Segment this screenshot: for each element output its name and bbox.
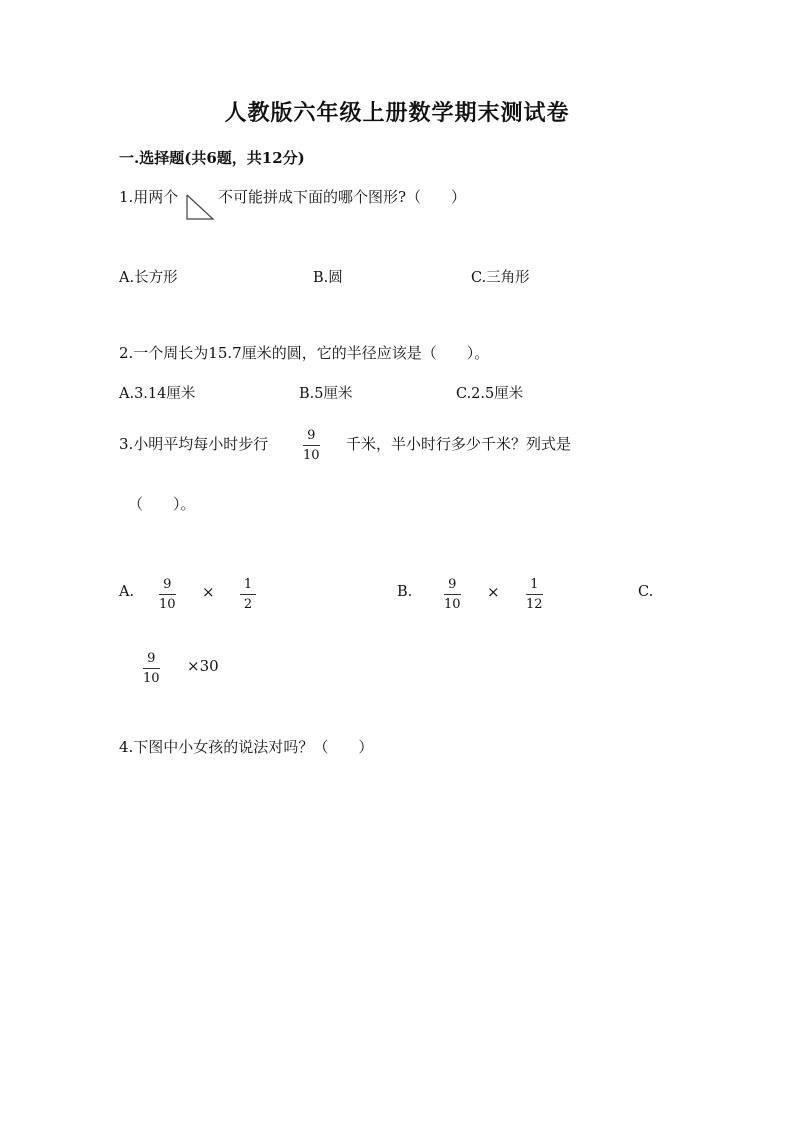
- q3-prefix: 3.小明平均每小时步行: [119, 435, 269, 453]
- q3-option-a-fraction-1: [159, 578, 176, 611]
- q3-option-c-tail: ×30: [187, 657, 219, 675]
- fraction-numerator: 9: [448, 577, 457, 592]
- fraction-numerator: 1: [243, 577, 253, 592]
- fraction-denominator: 10: [444, 597, 461, 612]
- q3-option-c-label: C.: [638, 584, 654, 600]
- q2-option-b: B.5厘米: [299, 386, 353, 402]
- fraction-denominator: 2: [243, 597, 253, 612]
- q2-option-c: C.2.5厘米: [456, 386, 524, 402]
- fraction-denominator: 10: [159, 597, 176, 612]
- fraction-denominator: 10: [303, 448, 320, 463]
- fraction-denominator: 12: [526, 597, 543, 612]
- q3-option-a-label: A.: [119, 584, 135, 600]
- q1-option-b: B.圆: [313, 270, 343, 286]
- multiply-sign: ×: [202, 583, 215, 601]
- q1-prefix: 1.用两个: [119, 188, 179, 206]
- section-heading: 一.选择题(共6题，共12分): [119, 149, 305, 167]
- multiply-sign: ×: [487, 583, 500, 601]
- q1-option-c: C.三角形: [471, 270, 530, 286]
- q3-option-b-label: B.: [397, 584, 413, 600]
- q3-option-a-fraction-2: [240, 578, 256, 611]
- q3-option-b-fraction-1: [444, 578, 461, 611]
- q3-option-c-fraction: [143, 652, 160, 685]
- fraction-numerator: 9: [163, 577, 172, 592]
- q3-speed-fraction: [303, 429, 320, 462]
- q1-text: 不可能拼成下面的哪个图形?（ ）: [218, 188, 467, 206]
- fraction-numerator: 9: [307, 428, 316, 443]
- q3-text: 千米，半小时行多少千米？列式是: [346, 435, 572, 453]
- fraction-numerator: 1: [530, 577, 539, 592]
- q2-option-a: A.3.14厘米: [119, 386, 196, 402]
- fraction-denominator: 10: [143, 671, 160, 686]
- q3-blank: （ ）。: [128, 495, 196, 513]
- q4-text: 4.下图中小女孩的说法对吗？（ ）: [119, 738, 374, 756]
- q1-option-a: A.长方形: [119, 270, 178, 286]
- page-title: 人教版六年级上册数学期末测试卷: [224, 100, 570, 126]
- fraction-numerator: 9: [147, 651, 156, 666]
- q2-text: 2.一个周长为15.7厘米的圆，它的半径应该是（ ）。: [119, 344, 490, 362]
- q3-option-b-fraction-2: [526, 578, 543, 611]
- right-triangle-icon: [185, 193, 215, 221]
